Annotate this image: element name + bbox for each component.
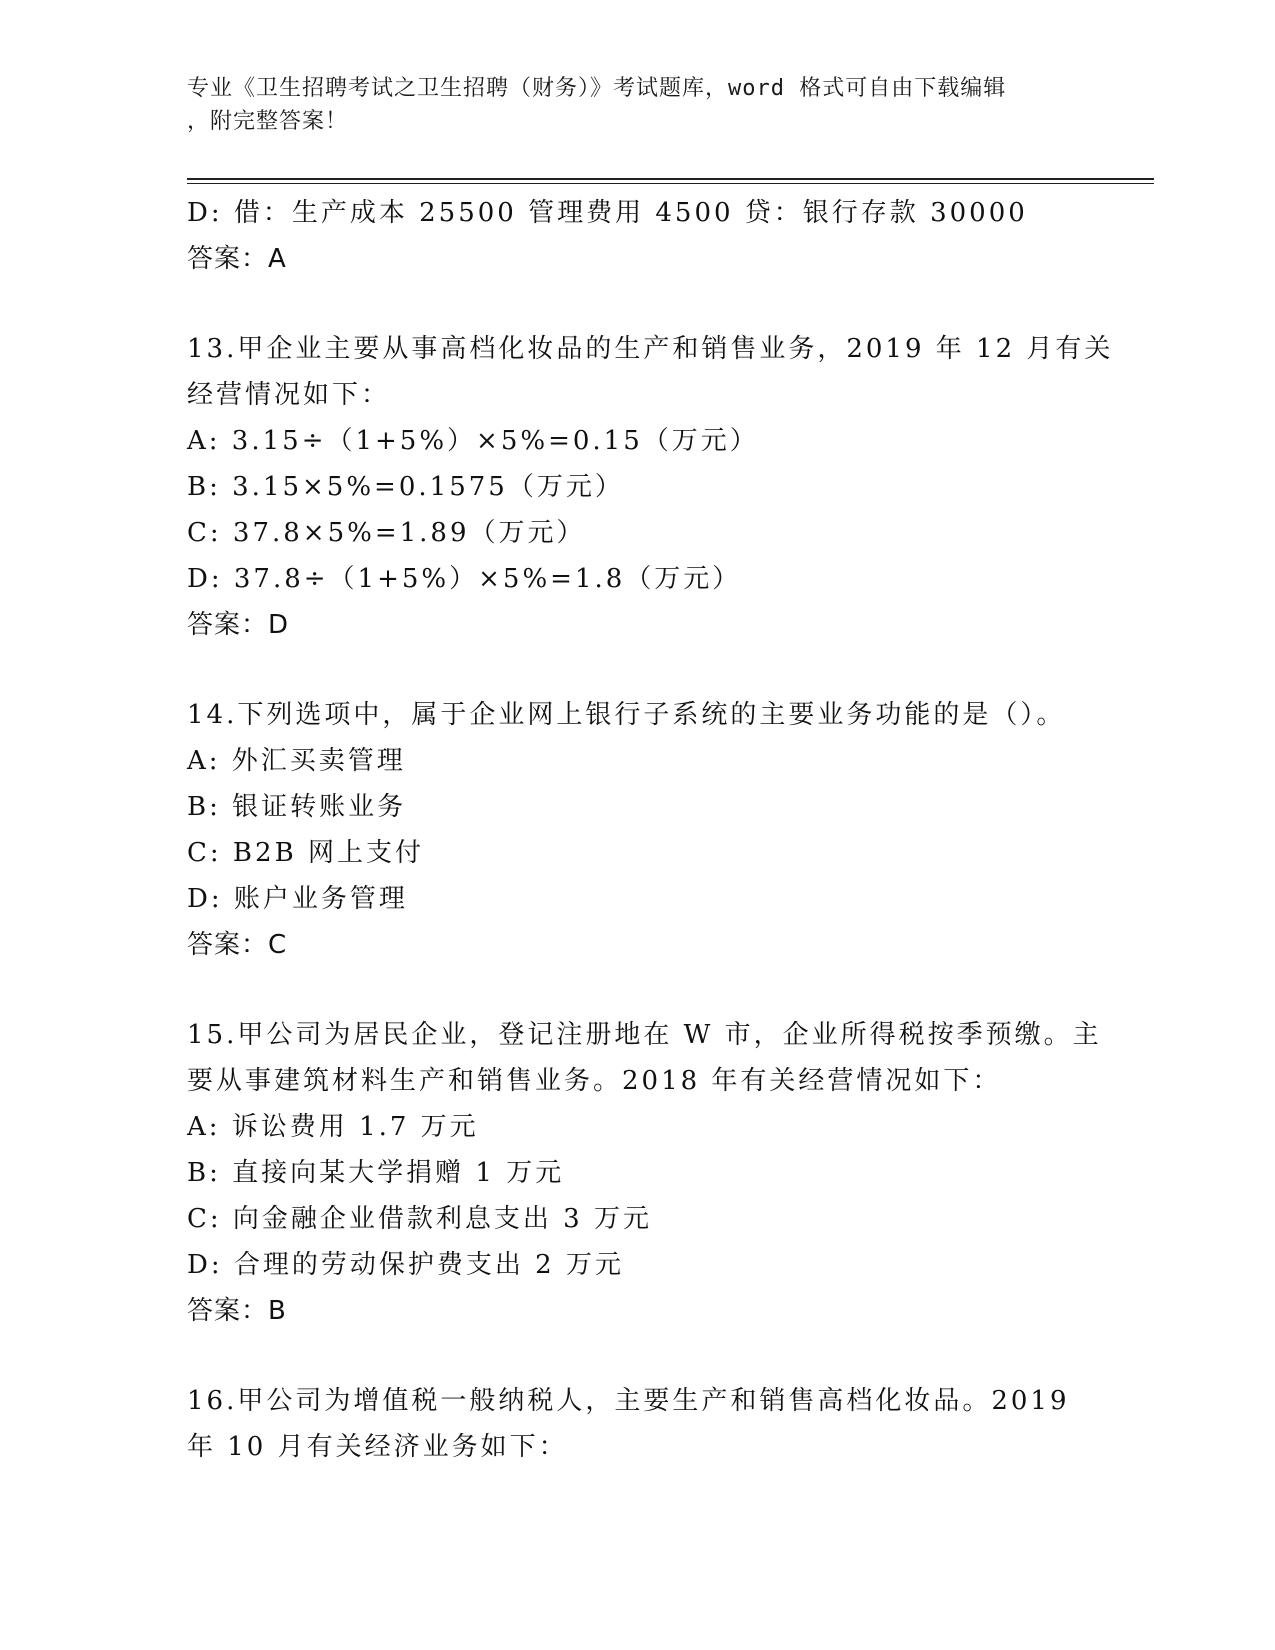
question-stem-line: 年 10 月有关经济业务如下： xyxy=(187,1432,568,1462)
option-b: B: 直接向某大学捐赠 1 万元 xyxy=(187,1158,565,1188)
question-content xyxy=(187,190,1114,1470)
answer-line: 答案：A xyxy=(187,244,287,274)
answer-line: 答案：D xyxy=(187,610,290,640)
spacer xyxy=(187,282,1107,326)
question-14 xyxy=(187,692,1107,968)
question-stem-line: 14.下列选项中，属于企业网上银行子系统的主要业务功能的是（）。 xyxy=(187,700,1066,730)
option-c: C: B2B 网上支付 xyxy=(187,838,424,868)
header-divider-thick xyxy=(187,178,1154,180)
option-a: A: 诉讼费用 1.7 万元 xyxy=(187,1112,479,1142)
spacer xyxy=(187,968,1107,1012)
question-stem-line: 经营情况如下： xyxy=(187,380,391,410)
option-d: D: 借：生产成本 25500 管理费用 4500 贷：银行存款 30000 xyxy=(187,198,1028,228)
question-16 xyxy=(187,1378,1107,1470)
option-c: C: 37.8×5%=1.89（万元） xyxy=(187,518,586,548)
option-d: D: 合理的劳动保护费支出 2 万元 xyxy=(187,1250,624,1280)
question-stem-line: 15.甲公司为居民企业，登记注册地在 W 市，企业所得税按季预缴。主 xyxy=(187,1020,1102,1050)
question-stem-line: 16.甲公司为增值税一般纳税人，主要生产和销售高档化妆品。2019 xyxy=(187,1386,1070,1416)
question-stem-line: 要从事建筑材料生产和销售业务。2018 年有关经营情况如下： xyxy=(187,1066,1002,1096)
header-line-2: ，附完整答案！ xyxy=(187,109,349,134)
question-13 xyxy=(187,326,1114,648)
spacer xyxy=(187,1334,1107,1378)
header-line-1: 专业《卫生招聘考试之卫生招聘（财务）》考试题库，word 格式可自由下载编辑 xyxy=(187,76,1007,101)
option-d: D: 37.8÷（1+5%）×5%=1.8（万元） xyxy=(187,564,742,594)
question-stem-line: 13.甲企业主要从事高档化妆品的生产和销售业务，2019 年 12 月有关 xyxy=(187,334,1114,364)
answer-line: 答案：C xyxy=(187,930,288,960)
question-15 xyxy=(187,1012,1107,1334)
previous-question-tail xyxy=(187,190,1107,282)
option-d: D: 账户业务管理 xyxy=(187,884,408,914)
option-c: C: 向金融企业借款利息支出 3 万元 xyxy=(187,1204,652,1234)
spacer xyxy=(187,648,1107,692)
answer-line: 答案：B xyxy=(187,1296,287,1326)
option-a: A: 3.15÷（1+5%）×5%=0.15（万元） xyxy=(187,426,759,456)
page-header xyxy=(187,72,1087,138)
option-b: B: 3.15×5%=0.1575（万元） xyxy=(187,472,624,502)
header-divider-thin xyxy=(187,183,1154,184)
option-a: A: 外汇买卖管理 xyxy=(187,746,406,776)
option-b: B: 银证转账业务 xyxy=(187,792,407,822)
